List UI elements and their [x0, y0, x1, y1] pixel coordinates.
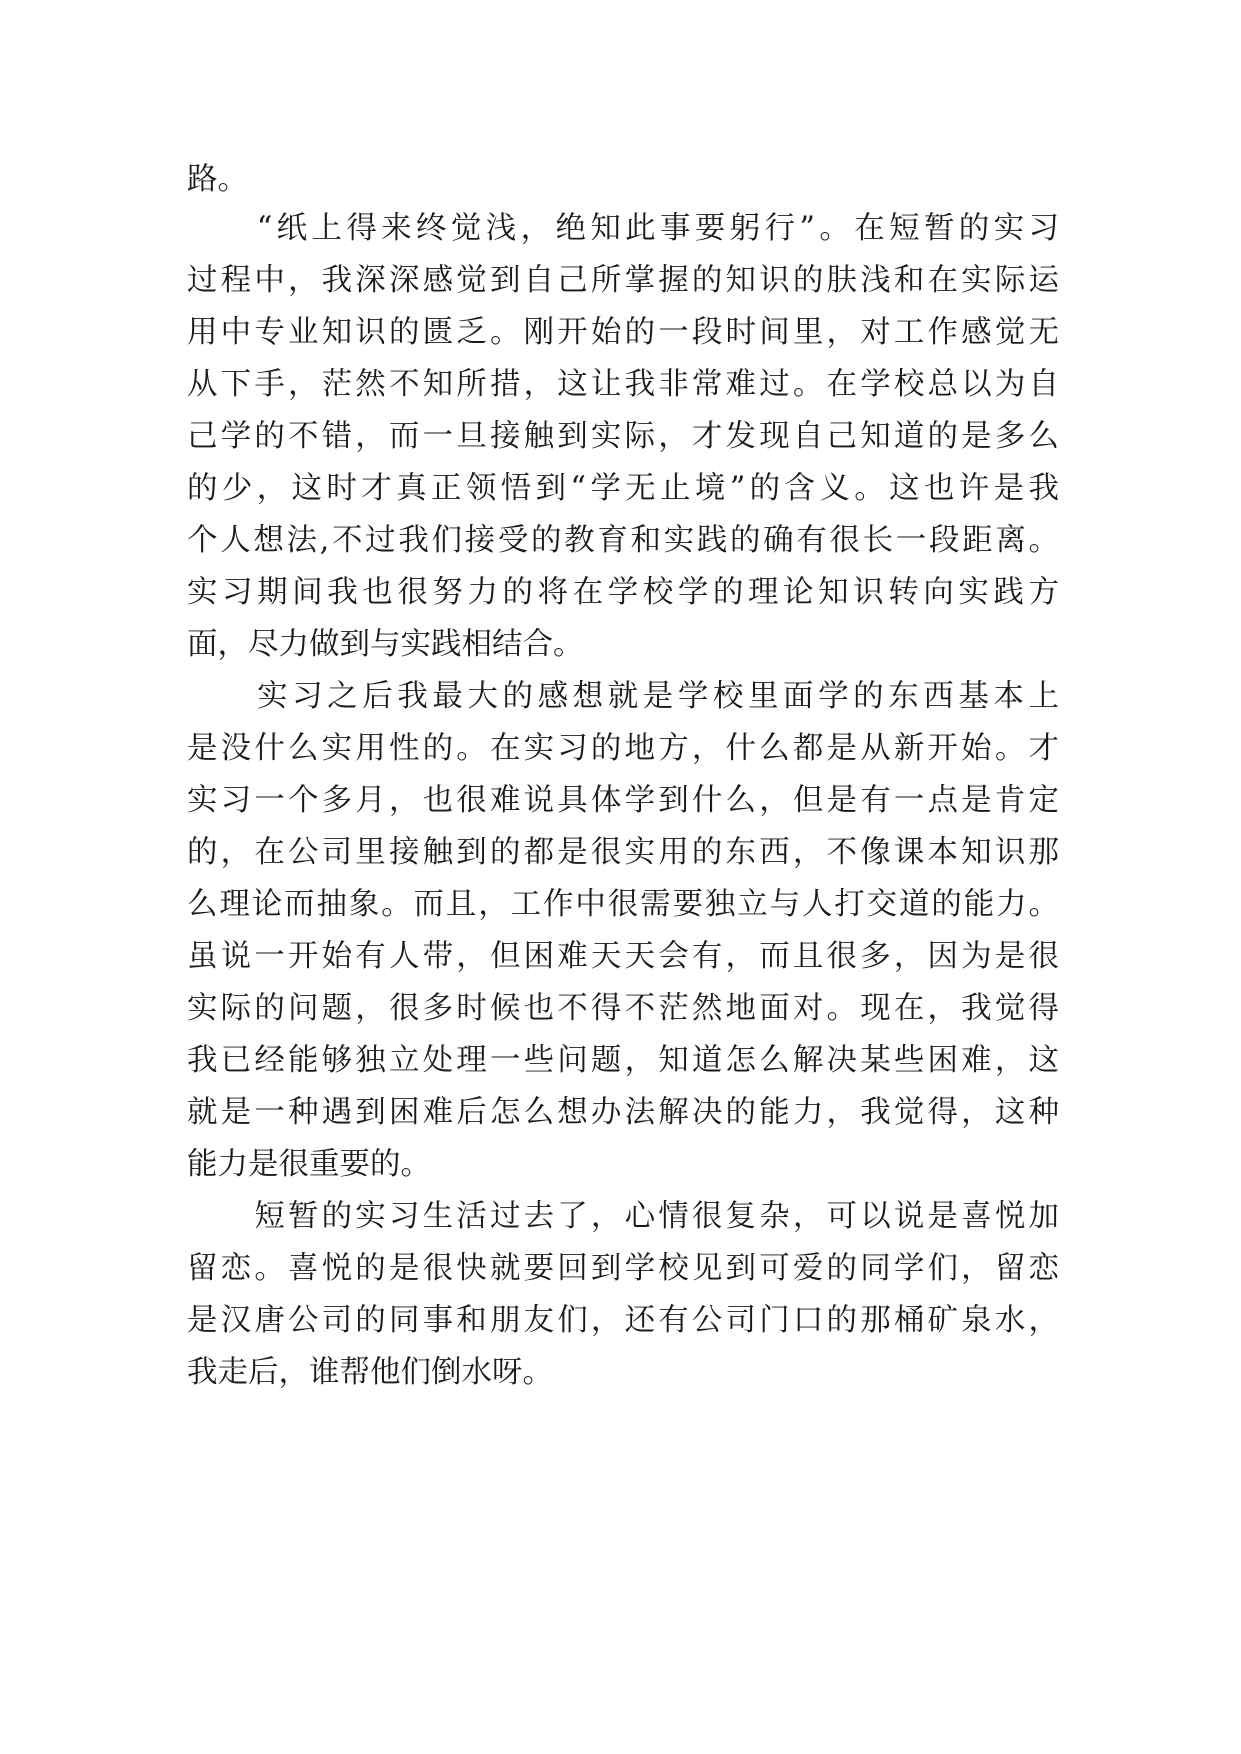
- text-line: 是汉唐公司的同事和朋友们，还有公司门口的那桶矿泉水，: [187, 1303, 1059, 1338]
- text-line: 我走后，谁帮他们倒水呀。: [187, 1355, 553, 1390]
- text-line: “纸上得来终觉浅，绝知此事要躬行”。在短暂的实习: [187, 211, 1059, 246]
- text-line: 个人想法,不过我们接受的教育和实践的确有很长一段距离。: [187, 523, 1059, 558]
- text-line: 能力是很重要的。: [187, 1147, 431, 1182]
- text-line: 路。: [187, 162, 248, 197]
- text-line: 实习之后我最大的感想就是学校里面学的东西基本上: [187, 679, 1059, 714]
- text-line: 用中专业知识的匮乏。刚开始的一段时间里，对工作感觉无: [187, 315, 1059, 350]
- text-line: 的，在公司里接触到的都是很实用的东西，不像课本知识那: [187, 835, 1059, 870]
- text-line: 过程中，我深深感觉到自己所掌握的知识的肤浅和在实际运: [187, 263, 1059, 298]
- text-line: 么理论而抽象。而且，工作中很需要独立与人打交道的能力。: [187, 887, 1059, 922]
- text-line: 短暂的实习生活过去了，心情很复杂，可以说是喜悦加: [187, 1199, 1059, 1234]
- text-line: 实习期间我也很努力的将在学校学的理论知识转向实践方: [187, 575, 1059, 610]
- text-line: 面，尽力做到与实践相结合。: [187, 627, 584, 662]
- text-line: 从下手，茫然不知所措，这让我非常难过。在学校总以为自: [187, 367, 1059, 402]
- text-line: 就是一种遇到困难后怎么想办法解决的能力，我觉得，这种: [187, 1095, 1059, 1130]
- text-line: 我已经能够独立处理一些问题，知道怎么解决某些困难，这: [187, 1043, 1059, 1078]
- text-line: 虽说一开始有人带，但困难天天会有，而且很多，因为是很: [187, 939, 1059, 974]
- text-line: 实际的问题，很多时候也不得不茫然地面对。现在，我觉得: [187, 991, 1059, 1026]
- text-line: 留恋。喜悦的是很快就要回到学校见到可爱的同学们，留恋: [187, 1251, 1059, 1286]
- text-line: 是没什么实用性的。在实习的地方，什么都是从新开始。才: [187, 731, 1059, 766]
- text-line: 的少，这时才真正领悟到“学无止境”的含义。这也许是我: [187, 471, 1059, 506]
- text-line: 己学的不错，而一旦接触到实际，才发现自己知道的是多么: [187, 419, 1059, 454]
- text-line: 实习一个多月，也很难说具体学到什么，但是有一点是肯定: [187, 783, 1059, 818]
